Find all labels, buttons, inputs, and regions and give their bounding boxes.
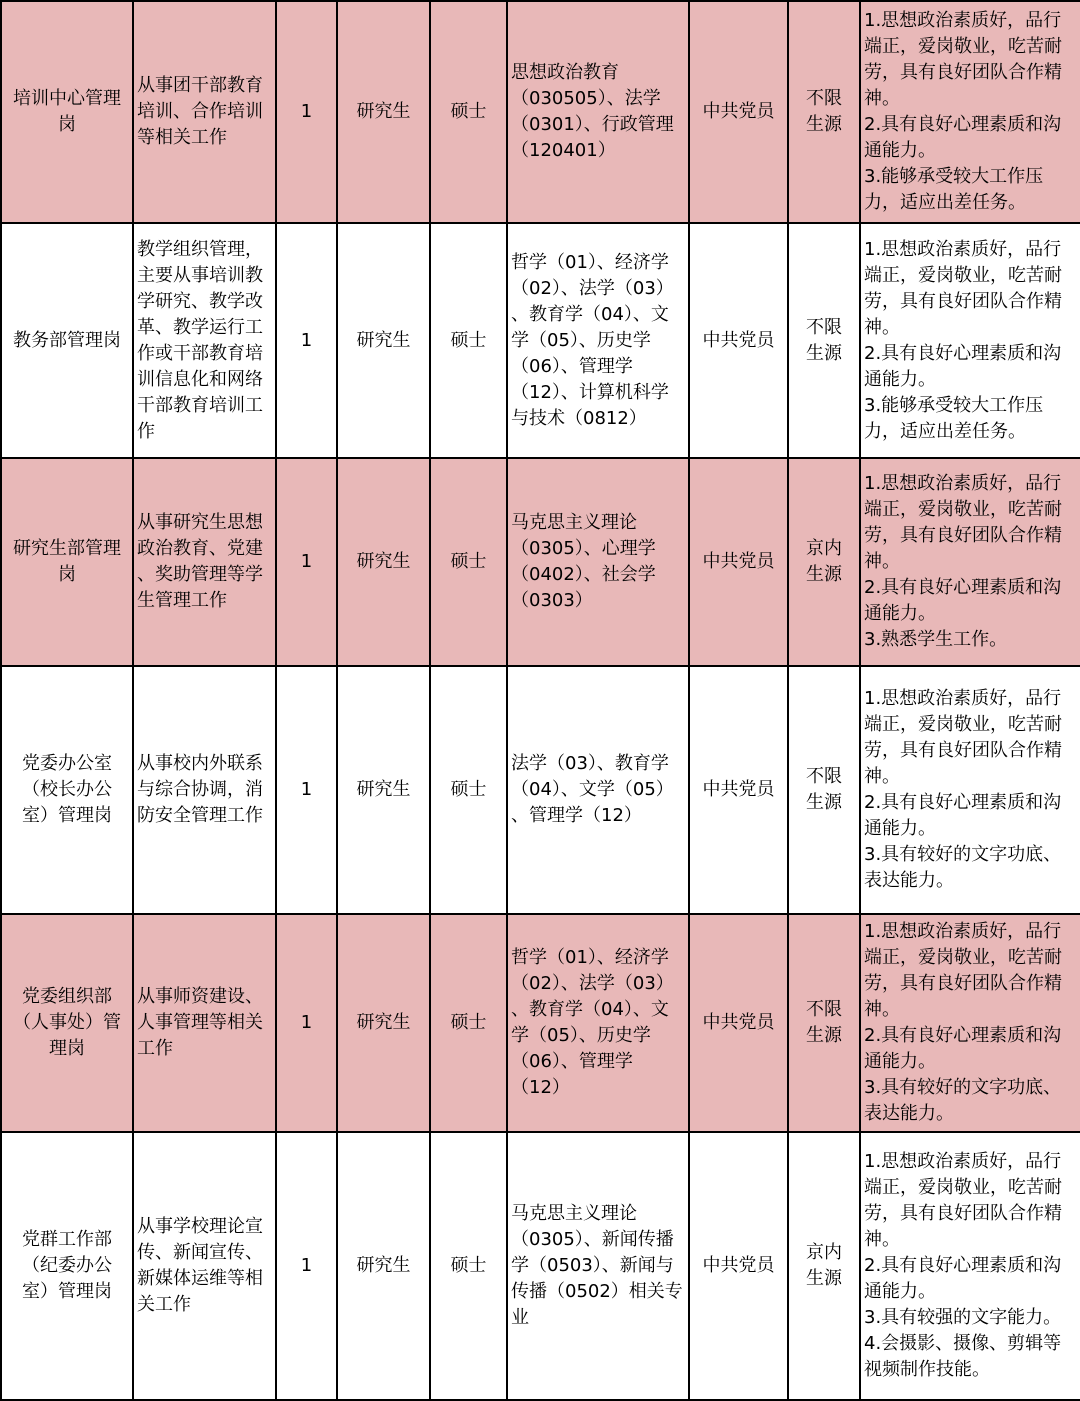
duty-cell: 教学组织管理， 主要从事培训教 学研究、教学改 革、教学运行工 作或干部教育培 训信息化和网络 干部教育培训工 作: [133, 223, 276, 458]
source-cell: 京内 生源: [788, 458, 860, 666]
duty-cell: 从事团干部教育 培训、合作培训 等相关工作: [133, 1, 276, 223]
duty-cell: 从事师资建设、 人事管理等相关 工作: [133, 914, 276, 1132]
degree-cell: 硕士: [430, 914, 507, 1132]
table-row: [1, 1132, 1080, 1400]
major-cell: 法学（03）、教育学 （04）、文学（05） 、管理学（12）: [507, 666, 689, 914]
politics-cell: 中共党员: [689, 914, 788, 1132]
politics-cell: 中共党员: [689, 223, 788, 458]
table-row: [1, 223, 1080, 458]
requirements-cell: 1.思想政治素质好，品行 端正，爱岗敬业，吃苦耐 劳，具有良好团队合作精 神。 2.具有良好心理素质和沟 通能力。 3.能够承受较大工作压 力，适应出差任务。: [860, 223, 1080, 458]
major-cell: 思想政治教育 （030505）、法学 （0301）、行政管理 （120401）: [507, 1, 689, 223]
education-cell: 研究生: [337, 223, 430, 458]
table-row: [1, 458, 1080, 666]
education-cell: 研究生: [337, 458, 430, 666]
duty-cell: 从事校内外联系 与综合协调，消 防安全管理工作: [133, 666, 276, 914]
degree-cell: 硕士: [430, 458, 507, 666]
requirements-cell: 1.思想政治素质好，品行 端正，爱岗敬业，吃苦耐 劳，具有良好团队合作精 神。 2.具有良好心理素质和沟 通能力。 3.具有较强的文字能力。 4.会摄影、摄像、剪辑等 视频制作技能。: [860, 1132, 1080, 1400]
position-cell: 党委组织部 （人事处）管 理岗: [1, 914, 133, 1132]
major-cell: 马克思主义理论 （0305）、心理学 （0402）、社会学 （0303）: [507, 458, 689, 666]
degree-cell: 硕士: [430, 1, 507, 223]
education-cell: 研究生: [337, 1, 430, 223]
politics-cell: 中共党员: [689, 1132, 788, 1400]
count-cell: 1: [276, 1, 337, 223]
source-cell: 京内 生源: [788, 1132, 860, 1400]
requirements-cell: 1.思想政治素质好，品行 端正，爱岗敬业，吃苦耐 劳，具有良好团队合作精 神。 2.具有良好心理素质和沟 通能力。 3.能够承受较大工作压 力，适应出差任务。: [860, 1, 1080, 223]
count-cell: 1: [276, 1132, 337, 1400]
position-cell: 培训中心管理 岗: [1, 1, 133, 223]
politics-cell: 中共党员: [689, 458, 788, 666]
major-cell: 哲学（01）、经济学 （02）、法学（03） 、教育学（04）、文 学（05）、历史学 （06）、管理学 （12）、计算机科学 与技术（0812）: [507, 223, 689, 458]
count-cell: 1: [276, 458, 337, 666]
position-cell: 党群工作部 （纪委办公 室）管理岗: [1, 1132, 133, 1400]
position-cell: 党委办公室 （校长办公 室）管理岗: [1, 666, 133, 914]
table-row: [1, 666, 1080, 914]
degree-cell: 硕士: [430, 1132, 507, 1400]
education-cell: 研究生: [337, 914, 430, 1132]
count-cell: 1: [276, 914, 337, 1132]
education-cell: 研究生: [337, 666, 430, 914]
requirements-cell: 1.思想政治素质好，品行 端正，爱岗敬业，吃苦耐 劳，具有良好团队合作精 神。 2.具有良好心理素质和沟 通能力。 3.具有较好的文字功底、 表达能力。: [860, 666, 1080, 914]
major-cell: 马克思主义理论 （0305）、新闻传播 学（0503）、新闻与 传播（0502）相关专 业: [507, 1132, 689, 1400]
count-cell: 1: [276, 666, 337, 914]
duty-cell: 从事学校理论宣 传、新闻宣传、 新媒体运维等相 关工作: [133, 1132, 276, 1400]
requirements-cell: 1.思想政治素质好，品行 端正，爱岗敬业，吃苦耐 劳，具有良好团队合作精 神。 2.具有良好心理素质和沟 通能力。 3.熟悉学生工作。: [860, 458, 1080, 666]
table-row: [1, 914, 1080, 1132]
major-cell: 哲学（01）、经济学 （02）、法学（03） 、教育学（04）、文 学（05）、历史学 （06）、管理学 （12）: [507, 914, 689, 1132]
count-cell: 1: [276, 223, 337, 458]
source-cell: 不限 生源: [788, 1, 860, 223]
politics-cell: 中共党员: [689, 666, 788, 914]
table-row: [1, 1, 1080, 223]
source-cell: 不限 生源: [788, 666, 860, 914]
duty-cell: 从事研究生思想 政治教育、党建 、奖助管理等学 生管理工作: [133, 458, 276, 666]
requirements-cell: 1.思想政治素质好，品行 端正，爱岗敬业，吃苦耐 劳，具有良好团队合作精 神。 2.具有良好心理素质和沟 通能力。 3.具有较好的文字功底、 表达能力。: [860, 914, 1080, 1132]
source-cell: 不限 生源: [788, 914, 860, 1132]
position-cell: 教务部管理岗: [1, 223, 133, 458]
education-cell: 研究生: [337, 1132, 430, 1400]
degree-cell: 硕士: [430, 223, 507, 458]
politics-cell: 中共党员: [689, 1, 788, 223]
source-cell: 不限 生源: [788, 223, 860, 458]
position-cell: 研究生部管理 岗: [1, 458, 133, 666]
degree-cell: 硕士: [430, 666, 507, 914]
